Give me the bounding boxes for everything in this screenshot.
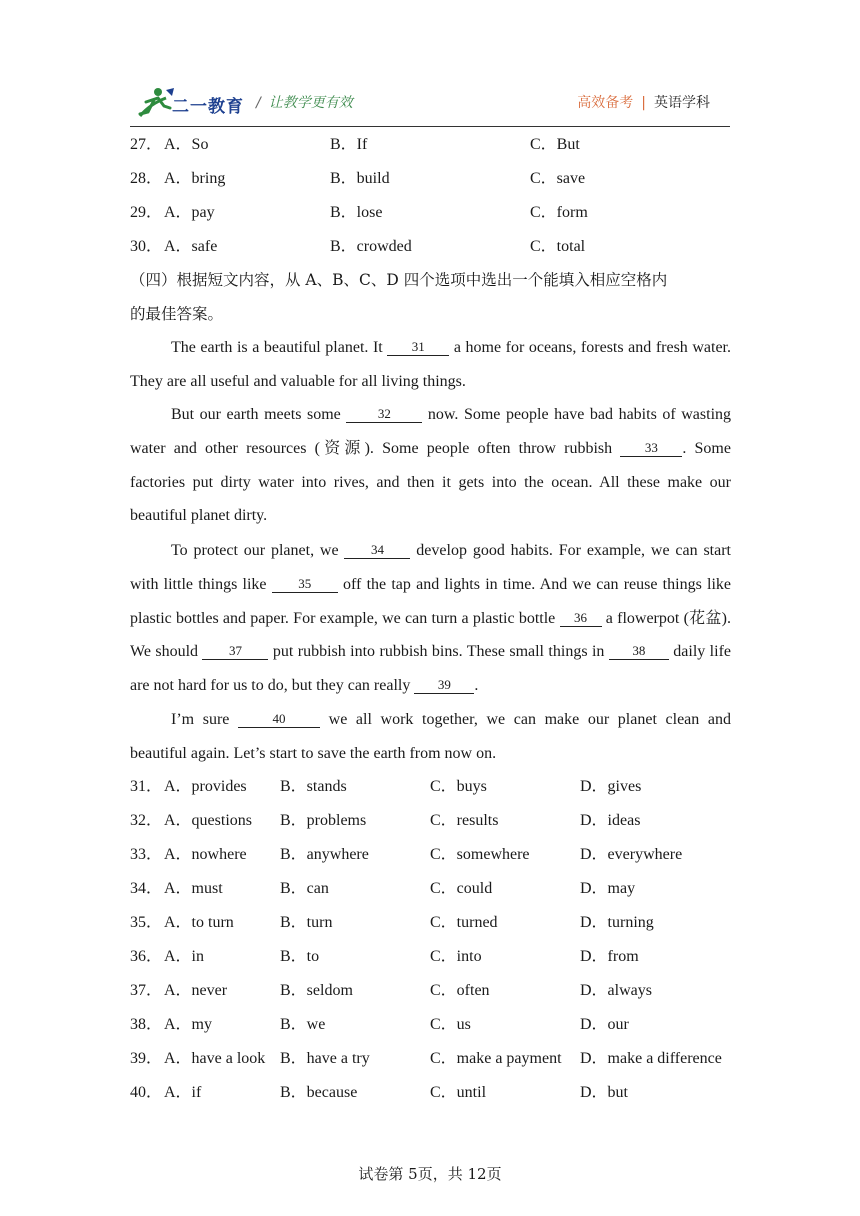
option-d: D．always [580, 982, 652, 999]
option-b: B．to [280, 948, 320, 965]
option-c: C．form [530, 204, 588, 221]
blank-35: 35 [272, 576, 338, 593]
option-a: A．questions [164, 812, 253, 829]
option-b: B．can [280, 880, 329, 897]
option-d: D．may [580, 880, 636, 897]
option-a: A．provides [164, 778, 247, 795]
section-heading: （四）根据短文内容，从 A、B、C、D 四个选项中选出一个能填入相应空格内 的最佳答案。 [130, 271, 668, 323]
option-c: C．But [530, 136, 580, 153]
runner-logo-icon [136, 86, 176, 120]
passage-paragraph-3: To protect our planet, we 34 develop good habits. For example, we can start with little things like 35 off the tap and lights in time. And we can reuse things like plastic bottles and paper. For example, we can turn a plastic bottle 36 a flowerpot (花盆). We should 37 put rubbish into rubbish bins. These small things in 38 daily life are not hard for us to do, but they can really 39 . [130, 542, 732, 695]
blank-39: 39 [414, 677, 474, 694]
option-b: B．crowded [330, 238, 412, 255]
option-d: D．from [580, 948, 639, 965]
passage-paragraph-4: I’m sure 40 we all work together, we can make our planet clean and beautiful again. Let’s start to save the earth from now on. [130, 711, 731, 762]
slogan: / 让教学更有效 [256, 95, 353, 111]
option-a: A．must [164, 880, 223, 897]
option-a: A．to turn [164, 914, 234, 931]
option-d: D．turning [580, 914, 654, 931]
option-b: B．build [330, 170, 390, 187]
option-d: D．gives [580, 778, 642, 795]
option-c: C．somewhere [430, 846, 530, 863]
logo-text: 二一教育 [172, 97, 244, 117]
blank-38: 38 [609, 643, 669, 660]
option-b: B．If [330, 136, 368, 153]
option-c: C．us [430, 1016, 471, 1033]
option-b: B．lose [330, 204, 383, 221]
tagline: 高效备考 | 英语学科 [577, 95, 710, 111]
option-d: D．everywhere [580, 846, 683, 863]
option-c: C．until [430, 1084, 487, 1101]
option-b: B．we [280, 1016, 326, 1033]
option-b: B．have a try [280, 1050, 370, 1067]
option-a: A．safe [164, 238, 218, 255]
option-d: D．but [580, 1084, 629, 1101]
option-a: A．my [164, 1016, 213, 1033]
option-a: A．So [164, 136, 209, 153]
blank-40: 40 [238, 711, 320, 728]
option-a: A．nowhere [164, 846, 247, 863]
option-b: B．turn [280, 914, 333, 931]
option-b: B．anywhere [280, 846, 369, 863]
page-footer: 试卷第 5页，共 12页 [358, 1165, 502, 1183]
option-c: C．could [430, 880, 493, 897]
option-a: A．in [164, 948, 205, 965]
option-a: A．pay [164, 204, 215, 221]
blank-36: 36 [560, 610, 602, 627]
blank-32: 32 [346, 406, 422, 423]
blank-34: 34 [344, 542, 410, 559]
option-c: C．into [430, 948, 482, 965]
option-b: B．seldom [280, 982, 353, 999]
option-a: A．have a look [164, 1050, 266, 1067]
blank-33: 33 [620, 440, 682, 457]
passage-paragraph-2: But our earth meets some 32 now. Some people have bad habits of wasting water and other resources (资源). Some people often throw rubbish 33 . Some factories put dirty water into rives, and then it gets into the ocean. All these make our beautiful planet dirty. [130, 406, 732, 525]
option-c: C．turned [430, 914, 498, 931]
option-c: C．often [430, 982, 490, 999]
option-d: D．ideas [580, 812, 641, 829]
option-c: C．make a payment [430, 1050, 562, 1067]
option-a: A．if [164, 1084, 202, 1101]
option-d: D．our [580, 1016, 629, 1033]
option-b: B．stands [280, 778, 347, 795]
blank-37: 37 [202, 643, 268, 660]
option-b: B．because [280, 1084, 358, 1101]
blank-31: 31 [387, 339, 449, 356]
option-b: B．problems [280, 812, 367, 829]
option-a: A．bring [164, 170, 226, 187]
option-c: C．total [530, 238, 586, 255]
option-c: C．results [430, 812, 499, 829]
option-d: D．make a difference [580, 1050, 722, 1067]
option-c: C．buys [430, 778, 487, 795]
page-header [130, 82, 730, 127]
passage-paragraph-1: The earth is a beautiful planet. It 31 a home for oceans, forests and fresh water. They are all useful and valuable for all living things. [130, 339, 732, 390]
option-c: C．save [530, 170, 586, 187]
option-a: A．never [164, 982, 228, 999]
